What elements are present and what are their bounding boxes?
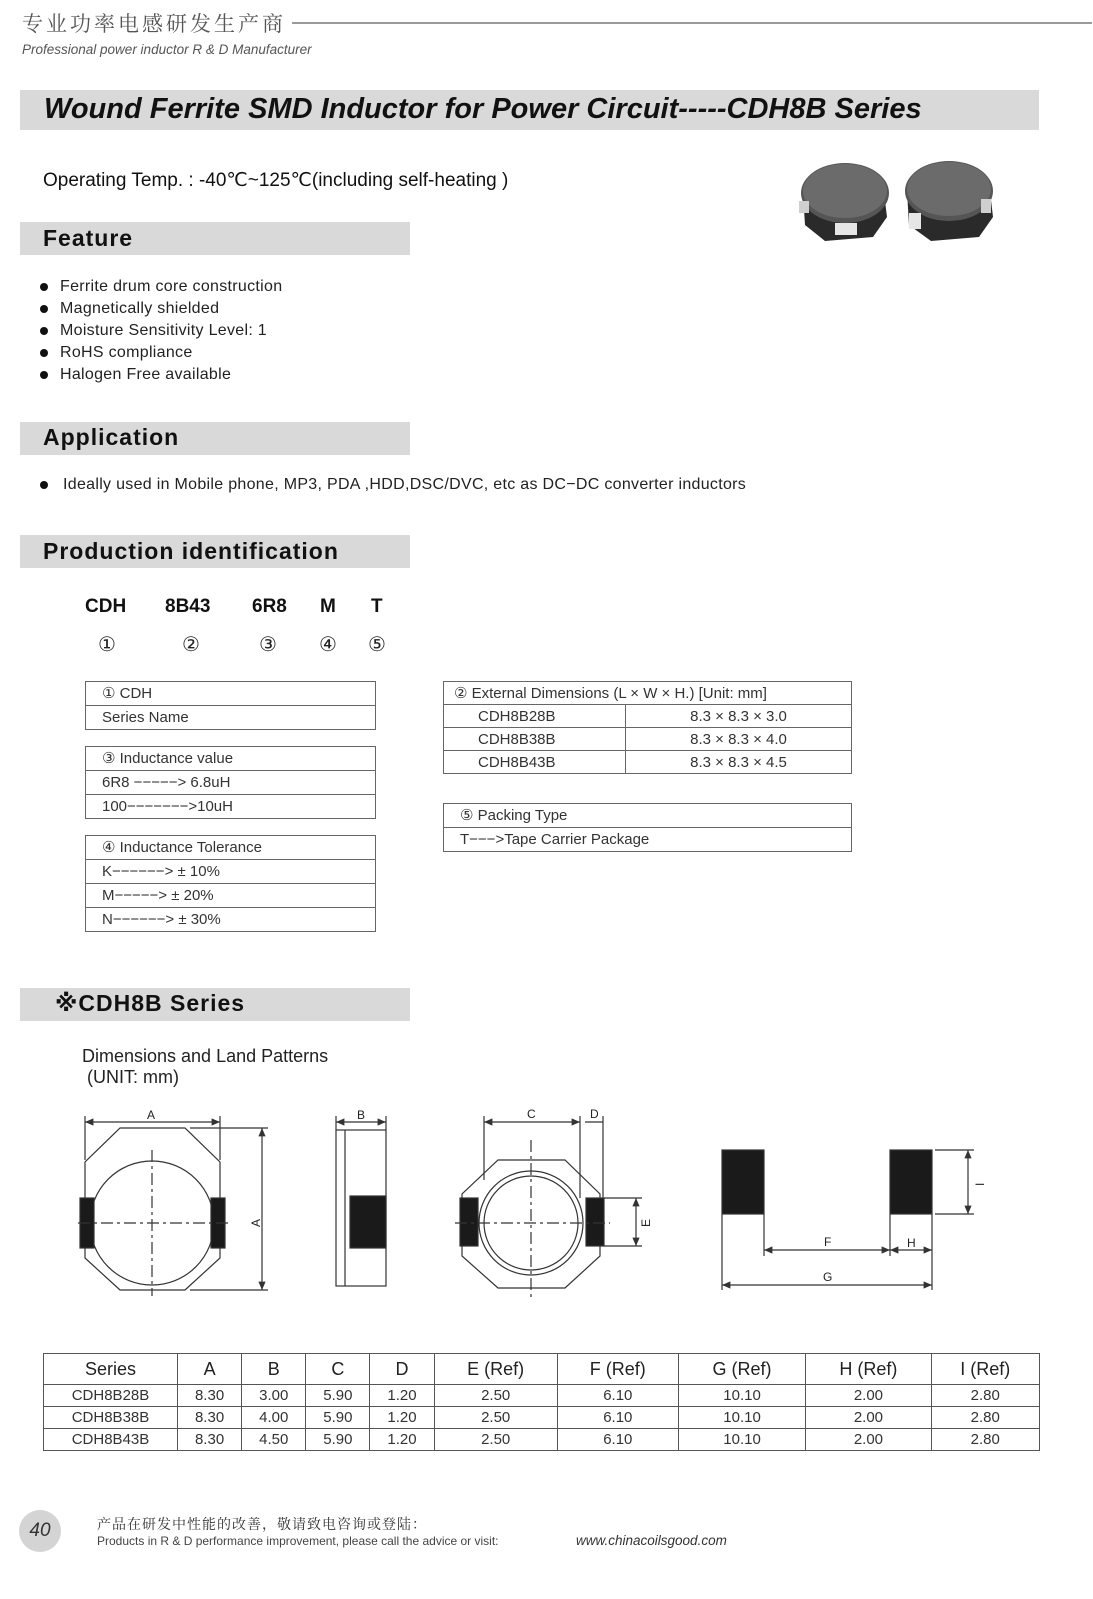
bobbin-view-drawing bbox=[455, 1116, 642, 1300]
table-cell: 8.30 bbox=[178, 1385, 242, 1407]
table-row bbox=[444, 751, 852, 774]
column-header: Series bbox=[44, 1354, 178, 1385]
table-cell: 8.3 × 8.3 × 4.0 bbox=[626, 728, 852, 751]
code-segment: CDH bbox=[85, 596, 127, 617]
box-row: M−−−−−> ± 20% bbox=[86, 884, 375, 908]
table-cell: 8.30 bbox=[178, 1429, 242, 1451]
table-cell: 4.50 bbox=[242, 1429, 306, 1451]
table-cell: 8.3 × 8.3 × 4.5 bbox=[626, 751, 852, 774]
column-header: H (Ref) bbox=[806, 1354, 931, 1385]
external-dimensions-table bbox=[443, 681, 852, 774]
box-row: T−−−>Tape Carrier Package bbox=[460, 831, 650, 848]
table-cell: CDH8B38B bbox=[44, 1407, 178, 1429]
table-cell: 2.80 bbox=[931, 1407, 1039, 1429]
table-cell: 5.90 bbox=[306, 1385, 370, 1407]
column-header: E (Ref) bbox=[434, 1354, 557, 1385]
dim-label-f: F bbox=[824, 1235, 832, 1249]
table-cell: 6.10 bbox=[557, 1385, 678, 1407]
table-cell: 1.20 bbox=[370, 1385, 434, 1407]
table-cell: 2.00 bbox=[806, 1385, 931, 1407]
table-row bbox=[444, 728, 852, 751]
table-cell: 2.00 bbox=[806, 1407, 931, 1429]
table-cell: CDH8B38B bbox=[444, 728, 626, 751]
dim-label-d: D bbox=[590, 1107, 599, 1121]
column-header: B bbox=[242, 1354, 306, 1385]
side-view-drawing bbox=[336, 1116, 386, 1286]
dimension-drawings bbox=[0, 1100, 1093, 1300]
list-item: Ferrite drum core construction bbox=[40, 276, 282, 298]
code-segment: T bbox=[371, 596, 383, 617]
code-segment: 8B43 bbox=[165, 596, 211, 617]
feature-list bbox=[40, 276, 282, 386]
production-heading: Production identification bbox=[43, 538, 339, 564]
list-item: Ideally used in Mobile phone, MP3, PDA ,HDD,DSC/DVC, etc as DC−DC converter inductors bbox=[40, 474, 746, 496]
table-cell: 2.00 bbox=[806, 1429, 931, 1451]
top-view-drawing bbox=[78, 1116, 268, 1296]
spec-table bbox=[43, 1353, 1040, 1451]
application-heading: Application bbox=[43, 424, 180, 450]
table-cell: CDH8B43B bbox=[444, 751, 626, 774]
column-header: D bbox=[370, 1354, 434, 1385]
dim-label-e: E bbox=[639, 1218, 653, 1227]
column-header: C bbox=[306, 1354, 370, 1385]
dim-label-g: G bbox=[823, 1270, 833, 1284]
application-list bbox=[40, 474, 746, 496]
footer-en-text: Products in R & D performance improvement, please call the advice or visit: bbox=[97, 1534, 499, 1548]
operating-temp: Operating Temp. : -40℃~125℃(including self-heating ) bbox=[43, 170, 509, 191]
table-cell: 3.00 bbox=[242, 1385, 306, 1407]
table-cell: 2.50 bbox=[434, 1385, 557, 1407]
box-row: ③ Inductance value bbox=[86, 747, 375, 771]
table-cell: 2.50 bbox=[434, 1429, 557, 1451]
page-title: Wound Ferrite SMD Inductor for Power Circuit-----CDH8B Series bbox=[44, 93, 922, 125]
inductor-image-1 bbox=[799, 163, 889, 241]
table-cell: 6.10 bbox=[557, 1429, 678, 1451]
dim-label-a: A bbox=[147, 1108, 156, 1122]
table-row bbox=[44, 1407, 1040, 1429]
table-cell: CDH8B28B bbox=[44, 1385, 178, 1407]
tolerance-box bbox=[85, 835, 376, 932]
inductor-image-2 bbox=[905, 161, 993, 241]
code-index: ③ bbox=[259, 634, 277, 656]
list-item: RoHS compliance bbox=[40, 342, 282, 364]
table-cell: 10.10 bbox=[678, 1407, 805, 1429]
column-header: I (Ref) bbox=[931, 1354, 1039, 1385]
table-cell: CDH8B28B bbox=[444, 705, 626, 728]
table-cell: 4.00 bbox=[242, 1407, 306, 1429]
column-header: F (Ref) bbox=[557, 1354, 678, 1385]
code-segment: 6R8 bbox=[252, 596, 287, 617]
list-item: Halogen Free available bbox=[40, 364, 282, 386]
table-cell: CDH8B43B bbox=[44, 1429, 178, 1451]
table-cell: 8.3 × 8.3 × 3.0 bbox=[626, 705, 852, 728]
page-number: 40 bbox=[19, 1510, 61, 1552]
box-row: N−−−−−−> ± 30% bbox=[102, 911, 221, 928]
list-item: Moisture Sensitivity Level: 1 bbox=[40, 320, 282, 342]
feature-heading: Feature bbox=[43, 225, 134, 251]
table-cell: 10.10 bbox=[678, 1429, 805, 1451]
column-header: G (Ref) bbox=[678, 1354, 805, 1385]
table-cell: 10.10 bbox=[678, 1385, 805, 1407]
dim-label-b: B bbox=[357, 1108, 366, 1122]
dimensions-subtitle: Dimensions and Land Patterns bbox=[82, 1046, 329, 1066]
code-index: ② bbox=[182, 634, 200, 656]
table-header-row bbox=[44, 1354, 1040, 1385]
header-rule bbox=[292, 22, 1092, 24]
table-cell: 1.20 bbox=[370, 1429, 434, 1451]
series-heading: ※CDH8B Series bbox=[55, 990, 246, 1016]
box-row: 6R8 −−−−−> 6.8uH bbox=[86, 771, 375, 795]
land-pattern-drawing bbox=[722, 1150, 974, 1290]
inductance-value-box bbox=[85, 746, 376, 819]
footer-cn-text: 产品在研发中性能的改善，敬请致电咨询或登陆： bbox=[97, 1517, 427, 1533]
table-cell: 6.10 bbox=[557, 1407, 678, 1429]
code-segment: M bbox=[320, 596, 336, 617]
box-row: K−−−−−−> ± 10% bbox=[86, 860, 375, 884]
code-index: ④ bbox=[319, 634, 337, 656]
dim-label-i: I bbox=[973, 1182, 987, 1186]
dim-label-c: C bbox=[527, 1107, 536, 1121]
table-cell: 5.90 bbox=[306, 1429, 370, 1451]
dimensions-heading: ② External Dimensions (L × W × H.) [Unit: mm] bbox=[444, 682, 852, 705]
header-cn-title: 专业功率电感研发生产商 bbox=[22, 12, 286, 36]
box-row: ⑤ Packing Type bbox=[444, 804, 851, 828]
table-cell: 2.80 bbox=[931, 1385, 1039, 1407]
header-en-title: Professional power inductor R & D Manufacturer bbox=[22, 42, 312, 57]
table-cell: 5.90 bbox=[306, 1407, 370, 1429]
box-row: 100−−−−−−−>10uH bbox=[102, 798, 233, 815]
box-row: ① CDH bbox=[86, 682, 375, 706]
list-item: Magnetically shielded bbox=[40, 298, 282, 320]
table-cell: 2.80 bbox=[931, 1429, 1039, 1451]
table-cell: 8.30 bbox=[178, 1407, 242, 1429]
column-header: A bbox=[178, 1354, 242, 1385]
box-row: ④ Inductance Tolerance bbox=[86, 836, 375, 860]
unit-subtitle: (UNIT: mm) bbox=[82, 1067, 179, 1087]
table-cell: 1.20 bbox=[370, 1407, 434, 1429]
series-name-box bbox=[85, 681, 376, 730]
footer-url[interactable]: www.chinacoilsgood.com bbox=[576, 1533, 727, 1548]
box-row: Series Name bbox=[102, 709, 189, 726]
dim-label-h: H bbox=[907, 1236, 916, 1250]
code-index: ① bbox=[98, 634, 116, 656]
packing-type-box bbox=[443, 803, 852, 852]
table-row bbox=[44, 1385, 1040, 1407]
code-index: ⑤ bbox=[368, 634, 386, 656]
dim-label-a-vertical: A bbox=[249, 1218, 263, 1227]
table-row bbox=[44, 1429, 1040, 1451]
product-photo bbox=[795, 155, 1005, 250]
table-row bbox=[444, 705, 852, 728]
table-cell: 2.50 bbox=[434, 1407, 557, 1429]
